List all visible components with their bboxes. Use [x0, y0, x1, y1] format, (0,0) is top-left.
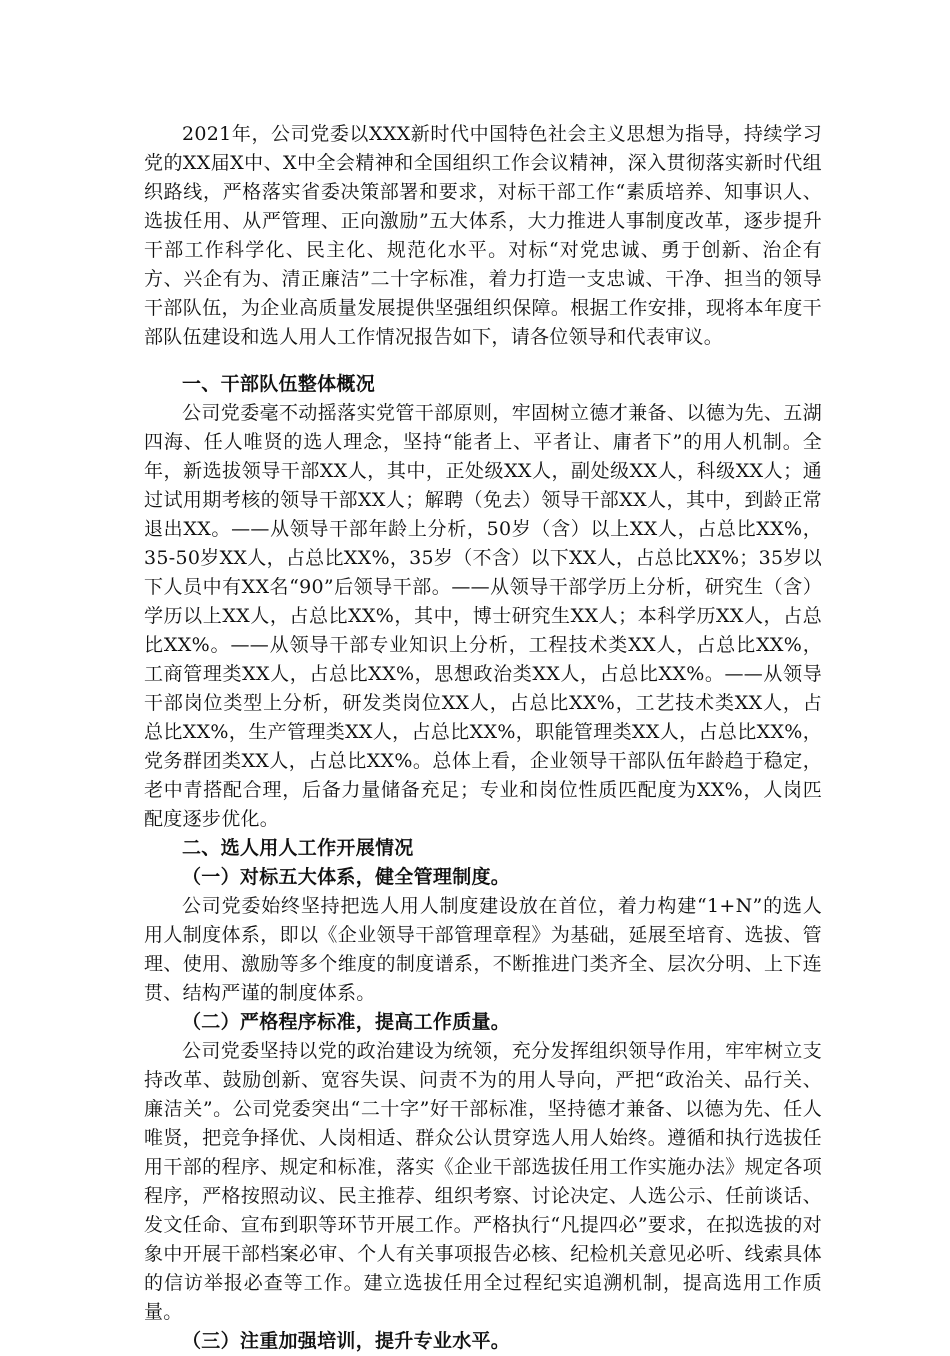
intro-paragraph: 2021年，公司党委以XXX新时代中国特色社会主义思想为指导，持续学习党的XX届X中、X中全会精神和全国组织工作会议精神，深入贯彻落实新时代组织路线，严格落实省委决策部署和要求，对标干部工作“素质培养、知事识人、选拔任用、从严管理、正向激励”五大体系，大力推进人事制度改革，逐步提升干部工作科学化、民主化、规范化水平。对标“对党忠诚、勇于创新、治企有方、兴企有为、清正廉洁”二十字标准，着力打造一支忠诚、干净、担当的领导干部队伍，为企业高质量发展提供坚强组织保障。根据工作安排，现将本年度干部队伍建设和选人用人工作情况报告如下，请各位领导和代表审议。 [144, 123, 822, 348]
subsection-2-heading: （二）严格程序标准，提高工作质量。 [182, 1011, 511, 1033]
section-1-body: 公司党委毫不动摇落实党管干部原则，牢固树立德才兼备、以德为先、五湖四海、任人唯贤的选人理念，坚持“能者上、平者让、庸者下”的用人机制。全年，新选拔领导干部XX人，其中，正处级XX人，副处级XX人，科级XX人；通过试用期考核的领导干部XX人；解聘（免去）领导干部XX人，其中，到龄正常退出XX。——从领导干部年龄上分析，50岁（含）以上XX人，占总比XX%，35-50岁XX人，占总比XX%，35岁（不含）以下XX人，占总比XX%；35岁以下人员中有XX名“90”后领导干部。——从领导干部学历上分析，研究生（含）学历以上XX人，占总比XX%，其中，博士研究生XX人；本科学历XX人，占总比XX%。——从领导干部专业知识上分析，工程技术类XX人，占总比XX%，工商管理类XX人，占总比XX%，思想政治类XX人，占总比XX%。——从领导干部岗位类型上分析，研发类岗位XX人，占总比XX%，工艺技术类XX人，占总比XX%，生产管理类XX人，占总比XX%，职能管理类XX人，占总比XX%，党务群团类XX人，占总比XX%。总体上看，企业领导干部队伍年龄趋于稳定，老中青搭配合理，后备力量储备充足；专业和岗位性质匹配度为XX%，人岗匹配度逐步优化。 [144, 402, 822, 830]
subsection-3-heading: （三）注重加强培训，提升专业水平。 [182, 1330, 511, 1352]
document-page [144, 120, 822, 1356]
subsection-1-heading: （一）对标五大体系，健全管理制度。 [182, 866, 511, 888]
subsection-1-body: 公司党委始终坚持把选人用人制度建设放在首位，着力构建“1+N”的选人用人制度体系，即以《企业领导干部管理章程》为基础，延展至培育、选拔、管理、使用、激励等多个维度的制度谱系，不断推进门类齐全、层次分明、上下连贯、结构严谨的制度体系。 [144, 895, 822, 1004]
section-1-heading: 一、干部队伍整体概况 [182, 373, 376, 395]
section-2-heading: 二、选人用人工作开展情况 [182, 837, 414, 859]
subsection-2-body: 公司党委坚持以党的政治建设为统领，充分发挥组织领导作用，牢牢树立支持改革、鼓励创新、宽容失误、问责不为的用人导向，严把“政治关、品行关、廉洁关”。公司党委突出“二十字”好干部标准，坚持德才兼备、以德为先、任人唯贤，把竞争择优、人岗相适、群众公认贯穿选人用人始终。遵循和执行选拔任用干部的程序、规定和标准，落实《企业干部选拔任用工作实施办法》规定各项程序，严格按照动议、民主推荐、组织考察、讨论决定、人选公示、任前谈话、发文任命、宣布到职等环节开展工作。严格执行“凡提四必”要求，在拟选拔的对象中开展干部档案必审、个人有关事项报告必核、纪检机关意见必听、线索具体的信访举报必查等工作。建立选拔任用全过程纪实追溯机制，提高选用工作质量。 [144, 1040, 822, 1323]
